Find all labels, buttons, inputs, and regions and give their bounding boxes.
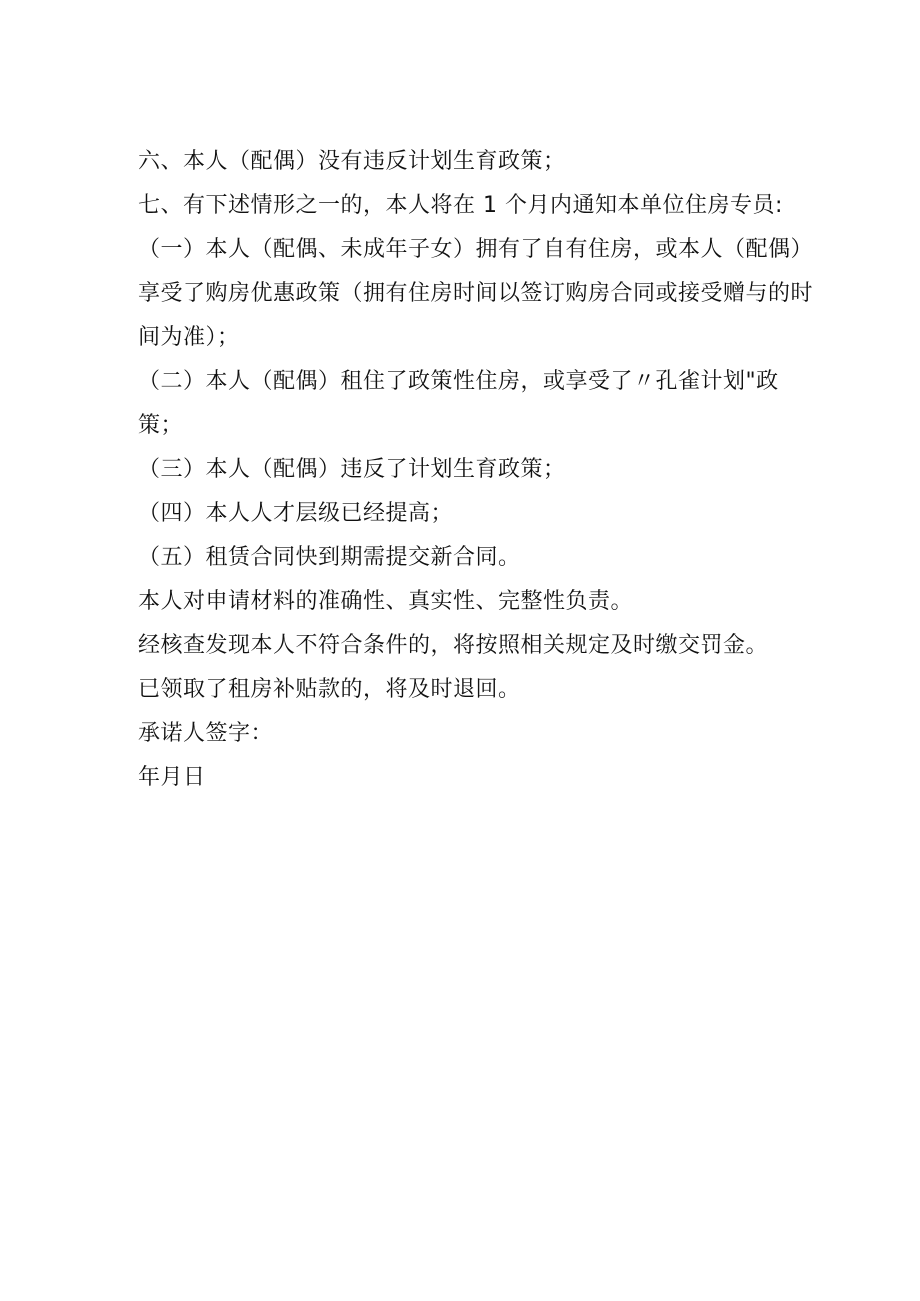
subclause-five: （五）租赁合同快到期需提交新合同。	[138, 545, 521, 570]
document-body	[138, 140, 818, 800]
date-label: 年月日	[138, 765, 206, 790]
penalty-statement: 经核查发现本人不符合条件的，将按照相关规定及时缴交罚金。	[138, 633, 769, 658]
subclause-four: （四）本人人才层级已经提高；	[138, 501, 454, 526]
signature-label: 承诺人签字：	[138, 721, 274, 746]
subclause-two: （二）本人（配偶）租住了政策性住房，或享受了〃孔雀计划"政策；	[138, 369, 779, 438]
subclause-three: （三）本人（配偶）违反了计划生育政策；	[138, 457, 566, 482]
refund-statement: 已领取了租房补贴款的，将及时退回。	[138, 677, 521, 702]
clause-seven: 七、有下述情形之一的，本人将在 1 个月内通知本单位住房专员:	[138, 193, 783, 218]
clause-six: 六、本人（配偶）没有违反计划生育政策；	[138, 149, 566, 174]
responsibility-statement: 本人对申请材料的准确性、真实性、完整性负责。	[138, 589, 634, 614]
subclause-one: （一）本人（配偶、未成年子女）拥有了自有住房，或本人（配偶）享受了购房优惠政策（拥有住房时间以签订购房合同或接受赠与的时间为准）；	[138, 237, 814, 350]
